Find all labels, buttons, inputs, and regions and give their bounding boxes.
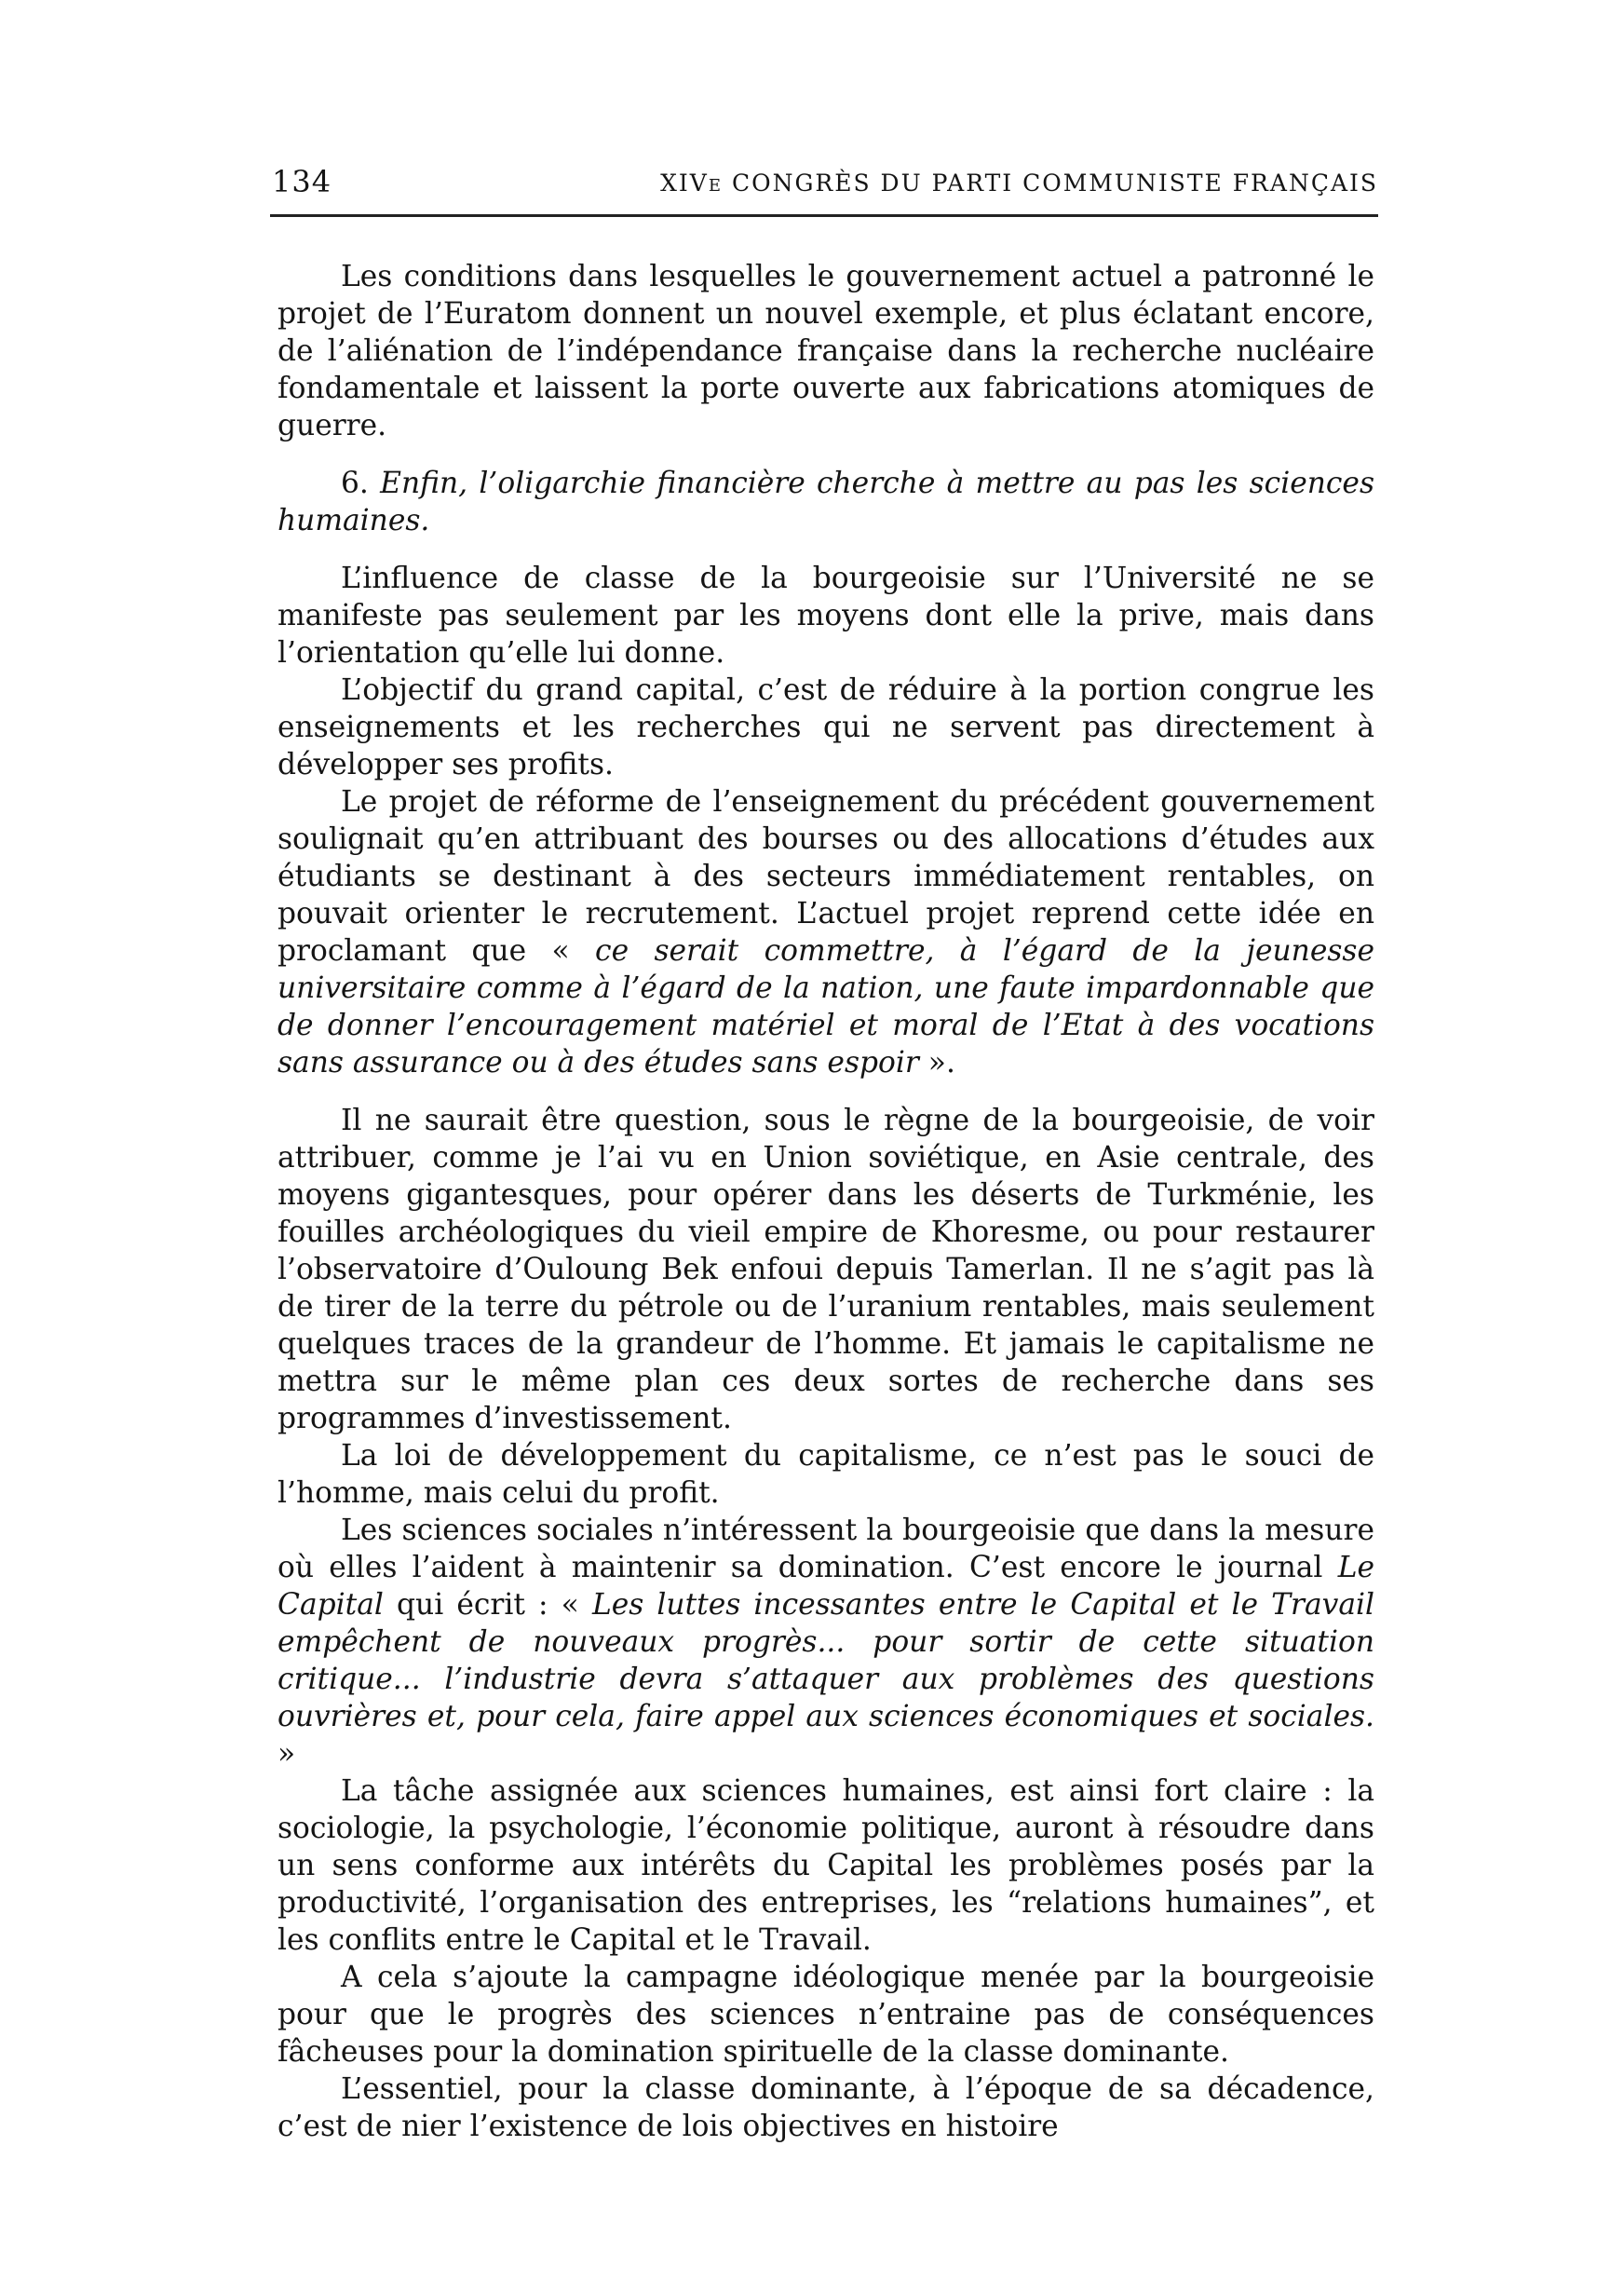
paragraph-text: Le projet de réforme de l’enseignement du précédent gouvernement soulignait qu’en attribuant des bourses ou des allocations d’études aux étudiants se destinant à des secteurs immédiatement rentables, on pouvait orienter le recrutement. L’actuel projet reprend cette idée en proclamant que « bbox=[277, 785, 1374, 968]
paragraph-euratom bbox=[277, 258, 1374, 444]
page-body bbox=[277, 258, 1374, 2145]
paragraph-text: L’influence de classe de la bourgeoisie sur l’Université ne se manifeste pas seulement par les moyens dont elle la prive, mais dans l’orientation qu’elle lui donne. bbox=[277, 562, 1374, 670]
quote-text: ce serait commettre, à l’égard de la jeunesse universitaire comme à l’égard de la nation, une faute impardonnable que de donner l’encouragement matériel et moral de l’Etat à des vocations sans assurance ou à des études sans espoir bbox=[277, 934, 1374, 1080]
journal-title: Le Capital bbox=[277, 1551, 1374, 1622]
paragraph-text: La tâche assignée aux sciences humaines, est ainsi fort claire : la sociologie, la psychologie, l’économie politique, auront à résoudre dans un sens conforme aux intérêts du Capital les problèmes posés par la productivité, l’organisation des entreprises, les “relations humaines”, et les conflits entre le Capital et le Travail. bbox=[277, 1774, 1374, 1957]
paragraph-essentiel bbox=[277, 2071, 1374, 2145]
paragraph-text: Les conditions dans lesquelles le gouvernement actuel a patronné le projet de l’Euratom donnent un nouvel exemple, et plus éclatant encore, de l’aliénation de l’indépendance française dans la recherche nucléaire fondamentale et laissent la porte ouverte aux fabrications atomiques de guerre. bbox=[277, 260, 1374, 442]
paragraph-text: Les sciences sociales n’intéressent la bourgeoisie que dans la mesure où elles l’aident à maintenir sa domination. C’est encore le journal bbox=[277, 1514, 1374, 1584]
paragraph-text: Il ne saurait être question, sous le règne de la bourgeoisie, de voir attribuer, comme je l’ai vu en Union soviétique, en Asie centrale, des moyens gigantesques, pour opérer dans les déserts de Turkménie, les fouilles archéologiques du vieil empire de Khoresme, ou pour restaurer l’observatoire d’Ouloung Bek enfoui depuis Tamerlan. Il ne s’agit pas là de tirer de la terre du pétrole ou de l’uranium rentables, mais seulement quelques traces de la grandeur de l’homme. Et jamais le capitalisme ne mettra sur le même plan ces deux sortes de recherche dans ses programmes d’investissement. bbox=[277, 1104, 1374, 1435]
paragraph-influence bbox=[277, 560, 1374, 672]
paragraph-objectif bbox=[277, 672, 1374, 783]
paragraph-text: L’objectif du grand capital, c’est de réduire à la portion congrue les enseignements et les recherches qui ne servent pas directement à développer ses profits. bbox=[277, 673, 1374, 781]
paragraph-loi bbox=[277, 1437, 1374, 1512]
quote-close: ». bbox=[918, 1046, 955, 1080]
section-number: 6. bbox=[341, 467, 381, 500]
quote-text: Les luttes incessantes entre le Capital et le Travail empêchent de nouveaux progrès... pour sortir de cette situation critique... l’industrie devra s’attaquer aux problèmes des questions ouvrières et, pour cela, faire appel aux sciences économiques et sociales. bbox=[277, 1588, 1375, 1733]
paragraph-sciences-sociales bbox=[277, 1512, 1374, 1772]
paragraph-campagne bbox=[277, 1959, 1374, 2071]
running-title: XIVe CONGRÈS DU PARTI COMMUNISTE FRANÇAIS bbox=[660, 170, 1378, 197]
paragraph-text: L’essentiel, pour la classe dominante, à l’époque de sa décadence, c’est de nier l’existence de lois objectives en histoire bbox=[277, 2072, 1374, 2143]
paragraph-text-mid: qui écrit : « bbox=[383, 1588, 592, 1622]
page-header bbox=[270, 158, 1378, 217]
page-number: 134 bbox=[272, 164, 332, 199]
section-heading-6 bbox=[277, 465, 1374, 539]
quote-close: » bbox=[277, 1737, 296, 1771]
section-heading-text: Enfin, l’oligarchie financière cherche à mettre au pas les sciences humaines. bbox=[277, 467, 1375, 537]
paragraph-tache bbox=[277, 1772, 1374, 1959]
paragraph-reforme bbox=[277, 783, 1374, 1081]
paragraph-text: A cela s’ajoute la campagne idéologique menée par la bourgeoisie pour que le progrès des sciences n’entraine pas de conséquences fâcheuses pour la domination spirituelle de la classe dominante. bbox=[277, 1961, 1374, 2069]
paragraph-text: La loi de développement du capitalisme, ce n’est pas le souci de l’homme, mais celui du profit. bbox=[277, 1439, 1374, 1510]
paragraph-asie-centrale bbox=[277, 1102, 1374, 1437]
